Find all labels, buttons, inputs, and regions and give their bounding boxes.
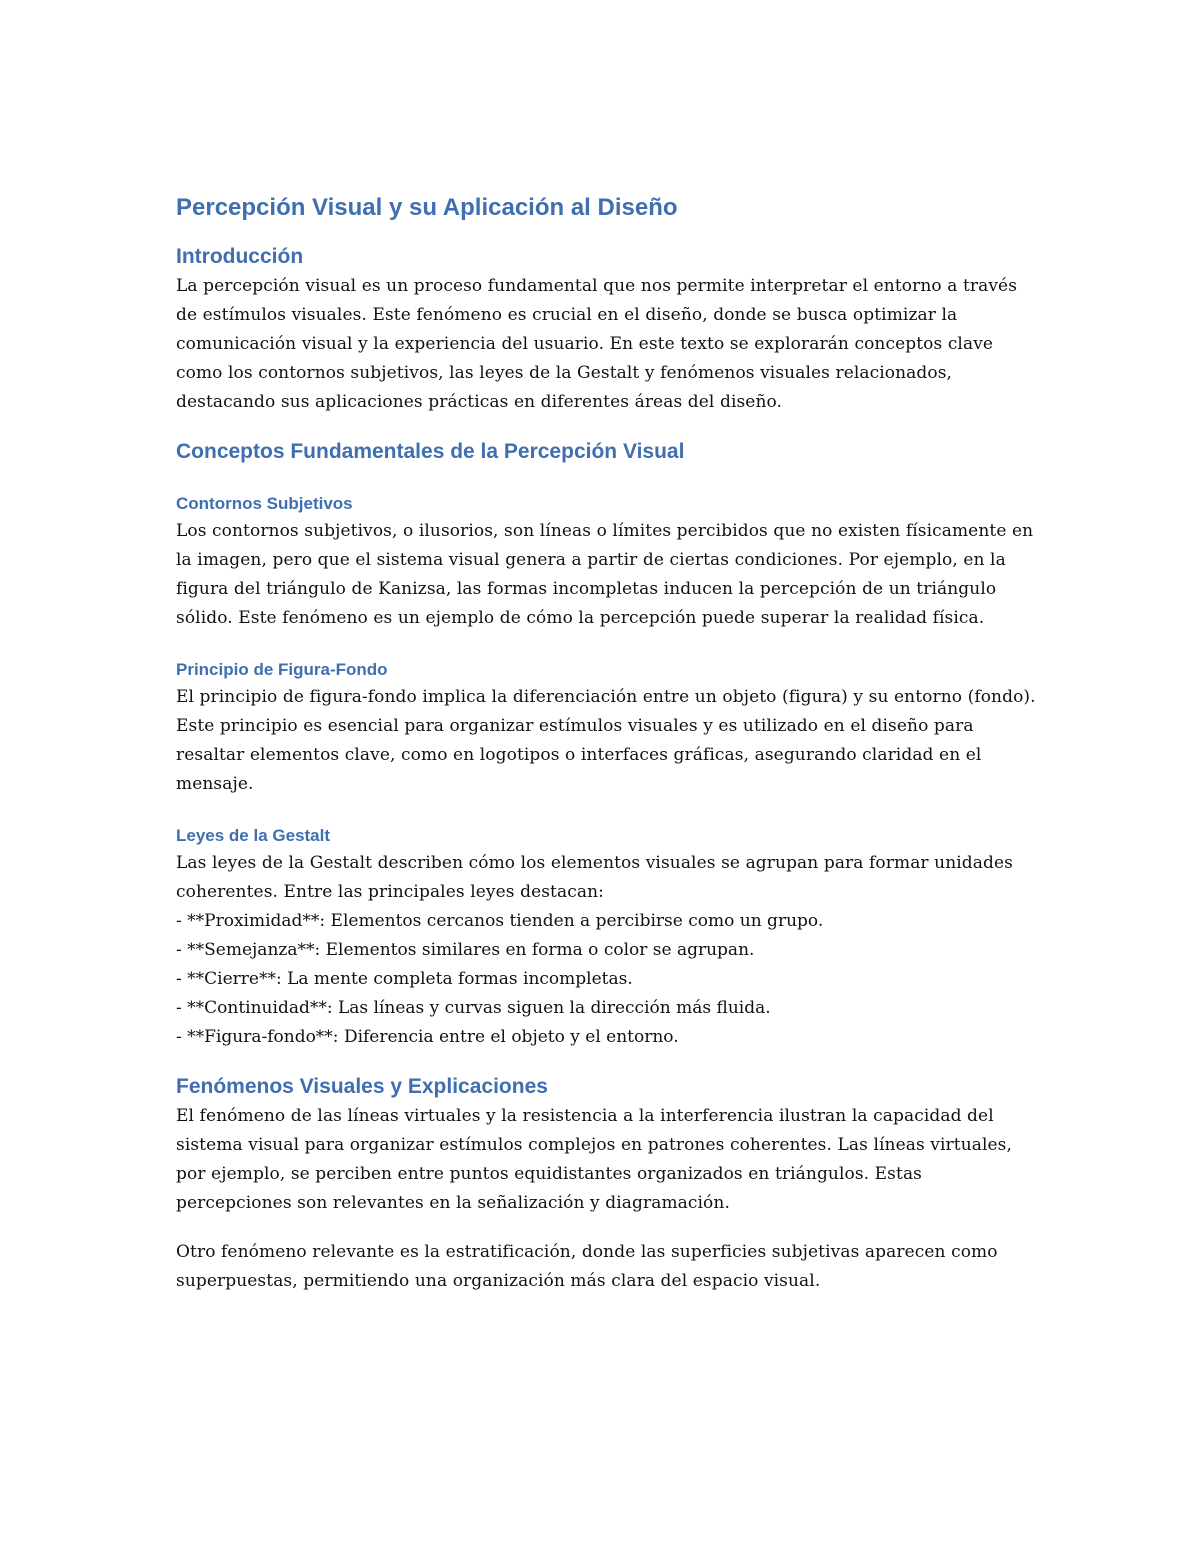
- heading-contornos-subjetivos: Contornos Subjetivos: [176, 494, 353, 513]
- document-title: Percepción Visual y su Aplicación al Diseño: [176, 194, 678, 221]
- paragraph-fenomenos-2: Otro fenómeno relevante es la estratificación, donde las superficies subjetivas aparecen como superpuestas, permitiendo una organización más clara del espacio visual.: [176, 1242, 998, 1291]
- paragraph-fenomenos-1: El fenómeno de las líneas virtuales y la resistencia a la interferencia ilustran la capacidad del sistema visual para organizar estímulos complejos en patrones coherentes. Las líneas virtuales, por ejemplo, se perciben entre puntos equidistantes organizados en triángulos. Estas percepciones son relevantes en la señalización y diagramación.: [176, 1106, 1012, 1213]
- document-body: [176, 190, 1036, 1296]
- paragraph-figura-fondo: El principio de figura-fondo implica la diferenciación entre un objeto (figura) y su entorno (fondo). Este principio es esencial para organizar estímulos visuales y es utilizado en el diseño para resaltar elementos clave, como en logotipos o interfaces gráficas, asegurando claridad en el mensaje.: [176, 687, 1036, 794]
- heading-conceptos-fundamentales: Conceptos Fundamentales de la Percepción Visual: [176, 440, 685, 463]
- paragraph-contornos-subjetivos: Los contornos subjetivos, o ilusorios, son líneas o límites percibidos que no existen físicamente en la imagen, pero que el sistema visual genera a partir de ciertas condiciones. Por ejemplo, en la figura del triángulo de Kanizsa, las formas incompletas inducen la percepción de un triángulo sólido. Este fenómeno es un ejemplo de cómo la percepción puede superar la realidad física.: [176, 521, 1034, 628]
- heading-introduccion: Introducción: [176, 245, 304, 268]
- list-item: - **Semejanza**: Elementos similares en forma o color se agrupan.: [176, 940, 755, 960]
- list-item: - **Cierre**: La mente completa formas incompletas.: [176, 969, 633, 989]
- list-item: - **Figura-fondo**: Diferencia entre el objeto y el entorno.: [176, 1027, 679, 1047]
- heading-figura-fondo: Principio de Figura-Fondo: [176, 660, 388, 679]
- paragraph-leyes-gestalt: Las leyes de la Gestalt describen cómo los elementos visuales se agrupan para formar unidades coherentes. Entre las principales leyes destacan:: [176, 853, 1013, 902]
- list-item: - **Proximidad**: Elementos cercanos tienden a percibirse como un grupo.: [176, 911, 824, 931]
- heading-leyes-gestalt: Leyes de la Gestalt: [176, 826, 331, 845]
- heading-fenomenos-visuales: Fenómenos Visuales y Explicaciones: [176, 1075, 548, 1098]
- paragraph-introduccion: La percepción visual es un proceso fundamental que nos permite interpretar el entorno a través de estímulos visuales. Este fenómeno es crucial en el diseño, donde se busca optimizar la comunicación visual y la experiencia del usuario. En este texto se explorarán conceptos clave como los contornos subjetivos, las leyes de la Gestalt y fenómenos visuales relacionados, destacando sus aplicaciones prácticas en diferentes áreas del diseño.: [176, 276, 1018, 412]
- list-item: - **Continuidad**: Las líneas y curvas siguen la dirección más fluida.: [176, 998, 771, 1018]
- gestalt-laws-list: [176, 907, 1036, 1052]
